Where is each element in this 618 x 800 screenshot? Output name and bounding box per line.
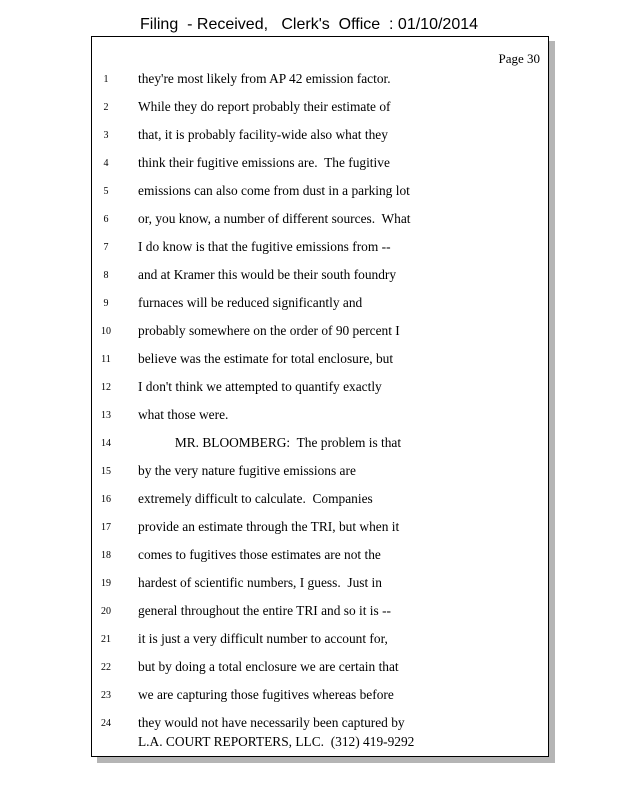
transcript-line: and at Kramer this would be their south foundry	[138, 267, 397, 282]
transcript-line: believe was the estimate for total enclosure, but	[138, 351, 394, 366]
line-number: 24	[101, 718, 111, 729]
transcript-line: provide an estimate through the TRI, but when it	[138, 519, 400, 534]
transcript-line: they would not have necessarily been captured by	[138, 715, 405, 730]
transcript-line: furnaces will be reduced significantly and	[138, 295, 363, 310]
transcript-line: we are capturing those fugitives whereas before	[138, 687, 394, 702]
transcript-line: that, it is probably facility-wide also what they	[138, 127, 388, 142]
line-number: 23	[101, 690, 111, 701]
transcript-line: extremely difficult to calculate. Companies	[138, 491, 373, 506]
transcript-line: MR. BLOOMBERG: The problem is that	[138, 435, 402, 450]
line-number: 20	[101, 606, 111, 617]
line-number: 16	[101, 494, 111, 505]
transcript-line: While they do report probably their estimate of	[138, 99, 391, 114]
transcript-line: I do know is that the fugitive emissions from --	[138, 239, 391, 254]
line-number: 2	[103, 102, 109, 113]
transcript-line: emissions can also come from dust in a parking lot	[138, 183, 410, 198]
line-number: 19	[101, 578, 111, 589]
transcript-line: they're most likely from AP 42 emission factor.	[138, 71, 391, 86]
transcript-line: it is just a very difficult number to account for,	[138, 631, 388, 646]
transcript-line: by the very nature fugitive emissions are	[138, 463, 356, 478]
line-number: 8	[103, 270, 109, 281]
transcript-line: or, you know, a number of different sources. What	[138, 211, 411, 226]
transcript-line: but by doing a total enclosure we are certain that	[138, 659, 399, 674]
line-number: 15	[101, 466, 111, 477]
line-number: 1	[103, 74, 109, 85]
line-number: 18	[101, 550, 111, 561]
transcript-line: hardest of scientific numbers, I guess. Just in	[138, 575, 382, 590]
line-number: 9	[103, 298, 109, 309]
transcript-line: what those were.	[138, 407, 229, 422]
filing-stamp-header: Filing - Received, Clerk's Office : 01/10/2014	[139, 16, 479, 33]
page-number: Page 30	[498, 51, 540, 66]
line-number: 13	[101, 410, 111, 421]
line-number: 14	[101, 438, 111, 449]
line-number: 3	[103, 130, 109, 141]
transcript-line: probably somewhere on the order of 90 percent I	[138, 323, 400, 338]
line-number: 21	[101, 634, 111, 645]
transcript-line: I don't think we attempted to quantify exactly	[138, 379, 382, 394]
transcript-line: think their fugitive emissions are. The fugitive	[138, 155, 390, 170]
line-number: 7	[103, 242, 109, 253]
reporter-footer: L.A. COURT REPORTERS, LLC. (312) 419-9292	[138, 734, 415, 749]
transcript-line: comes to fugitives those estimates are not the	[138, 547, 381, 562]
line-number: 4	[103, 158, 109, 169]
line-number: 10	[101, 326, 111, 337]
line-number: 22	[101, 662, 111, 673]
line-number: 5	[103, 186, 109, 197]
line-number: 11	[101, 354, 111, 365]
line-number: 6	[103, 214, 109, 225]
transcript-line: general throughout the entire TRI and so it is --	[138, 603, 391, 618]
line-number: 17	[101, 522, 111, 533]
line-number: 12	[101, 382, 111, 393]
transcript-page	[91, 36, 549, 757]
